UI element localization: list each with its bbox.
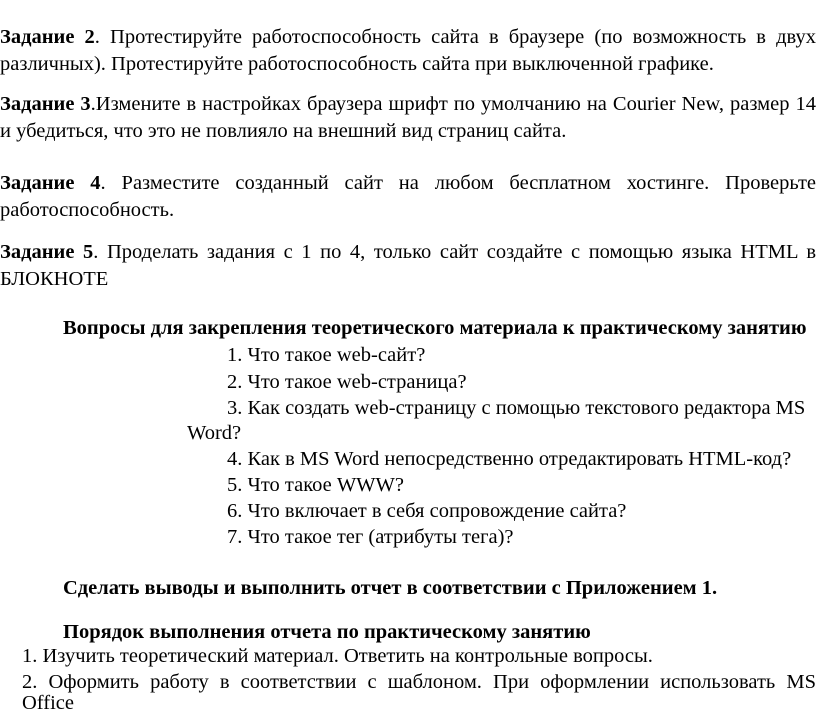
task-text: Разместите созданный сайт на любом бесплатном хостинге. Проверьте работоспособность. [0, 172, 816, 221]
task-label: Задание 4 [0, 172, 101, 194]
question-item: 5. Что такое WWW? [227, 474, 404, 496]
task-text: Измените в настройках браузера шрифт по умолчанию на Courier New, размер 14 и убедиться, что это не повлияло на внешний вид страниц сайта. [0, 93, 816, 142]
question-item: 4. Как в MS Word непосредственно отредактировать HTML-код? [227, 448, 792, 470]
task-text: Протестируйте работоспособность сайта в браузере (по возможность в двух различных). Протестируйте работоспособность сайта при выключенной графике. [0, 26, 816, 75]
task-5: Задание 5. Проделать задания с 1 по 4, только сайт создайте с помощью языка HTML в БЛОКНОТЕ [0, 241, 816, 290]
report-step-2-tail: Office [22, 692, 74, 714]
task-label: Задание 3 [0, 93, 91, 115]
question-item-continued: Word? [187, 422, 242, 444]
task-4: Задание 4. Разместите созданный сайт на любом бесплатном хостинге. Проверьте работоспособность. [0, 172, 816, 221]
question-item: 7. Что такое тег (атрибуты тега)? [227, 526, 514, 548]
task-label: Задание 5 [0, 241, 94, 263]
question-item: 6. Что включает в себя сопровождение сайта? [227, 500, 627, 522]
report-step-1: 1. Изучить теоретический материал. Ответить на контрольные вопросы. [22, 645, 653, 667]
report-heading: Порядок выполнения отчета по практическому занятию [63, 621, 591, 643]
question-item: 3. Как создать web-страницу с помощью текстового редактора MS [227, 397, 806, 419]
task-2: Задание 2. Протестируйте работоспособность сайта в браузере (по возможность в двух различных). Протестируйте работоспособность сайта при выключенной графике. [0, 26, 816, 75]
report-step-2: 2. Оформить работу в соответствии с шаблоном. При оформлении использовать MS [22, 671, 816, 693]
question-item: 2. Что такое web-страница? [227, 371, 467, 393]
questions-heading: Вопросы для закрепления теоретического материала к практическому занятию [63, 317, 807, 339]
task-text: Проделать задания с 1 по 4, только сайт создайте с помощью языка HTML в БЛОКНОТЕ [0, 241, 816, 290]
task-label: Задание 2 [0, 26, 95, 48]
question-item: 1. Что такое web-сайт? [227, 344, 426, 366]
task-3: Задание 3.Измените в настройках браузера шрифт по умолчанию на Courier New, размер 14 и убедиться, что это не повлияло на внешний вид страниц сайта. [0, 93, 816, 142]
conclusion-text: Сделать выводы и выполнить отчет в соответствии с Приложением 1. [63, 577, 718, 599]
